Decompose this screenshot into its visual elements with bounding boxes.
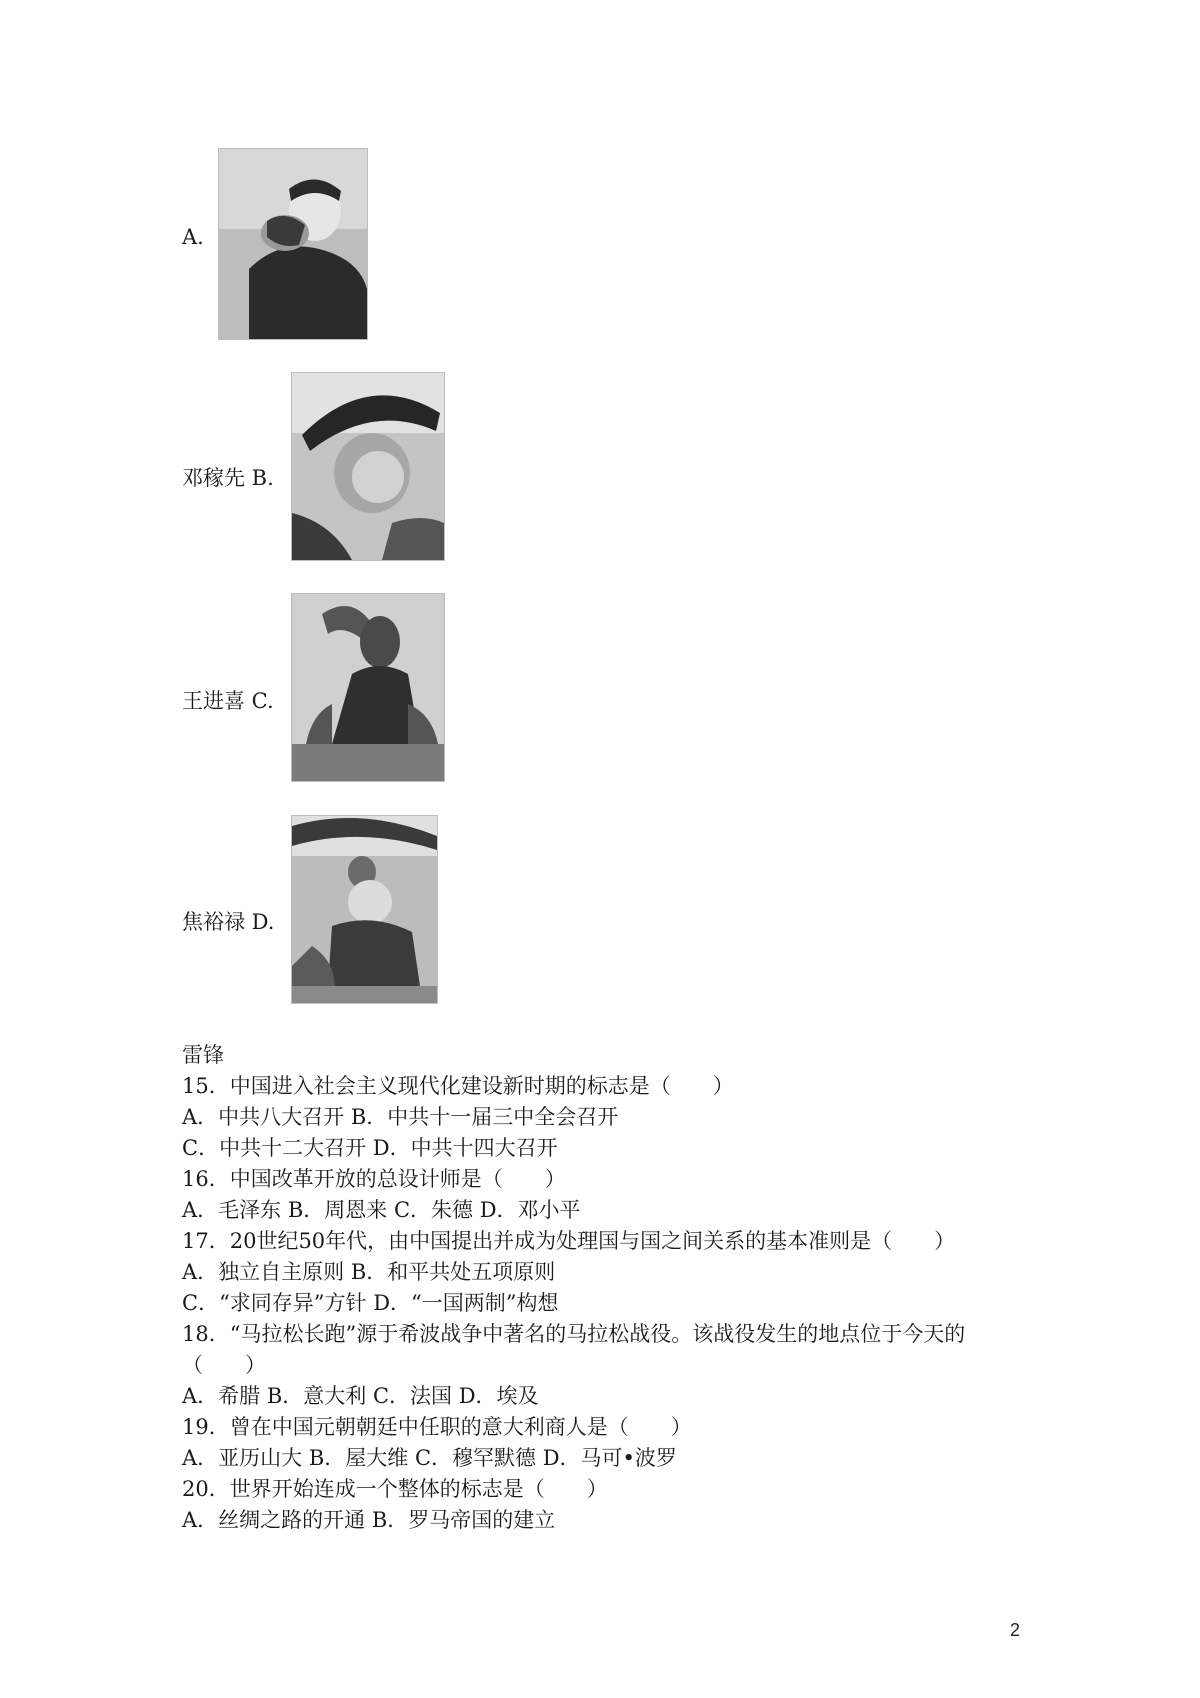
question-20-options: A．丝绸之路的开通 B．罗马帝国的建立	[182, 1508, 556, 1532]
question-17-options-line-2: C．“求同存异”方针 D．“一国两制”构想	[182, 1291, 559, 1315]
question-18-stem: 18．“马拉松长跑”源于希波战争中著名的马拉松战役。该战役发生的地点位于今天的	[182, 1322, 966, 1346]
question-17-stem: 17．20世纪50年代，由中国提出并成为处理国与国之间关系的基本准则是（ ）	[182, 1229, 956, 1253]
question-18-options: A．希腊 B．意大利 C．法国 D．埃及	[182, 1384, 539, 1408]
question-19-options: A．亚历山大 B．屋大维 C．穆罕默德 D．马可•波罗	[182, 1446, 677, 1470]
question-15-options-line-1: A．中共八大召开 B．中共十一届三中全会召开	[182, 1105, 619, 1129]
option-c-label: 王进喜 C.	[182, 689, 274, 713]
question-15-options-line-2: C．中共十二大召开 D．中共十四大召开	[182, 1136, 558, 1160]
option-d-label: 焦裕禄 D.	[182, 910, 275, 934]
question-17-options-line-1: A．独立自主原则 B．和平共处五项原则	[182, 1260, 556, 1284]
portrait-photo-icon	[218, 148, 368, 340]
question-16-options: A．毛泽东 B．周恩来 C．朱德 D．邓小平	[182, 1198, 581, 1222]
portrait-photo-icon	[291, 593, 445, 782]
question-16-stem: 16．中国改革开放的总设计师是（ ）	[182, 1167, 566, 1191]
portrait-photo-icon	[291, 372, 445, 561]
question-18-stem-continuation: （ ）	[182, 1353, 266, 1377]
option-b-label: 邓稼先 B.	[182, 466, 274, 490]
question-20-stem: 20．世界开始连成一个整体的标志是（ ）	[182, 1477, 608, 1501]
question-19-stem: 19．曾在中国元朝朝廷中任职的意大利商人是（ ）	[182, 1415, 692, 1439]
trailing-name: 雷锋	[182, 1043, 224, 1067]
portrait-photo-icon	[291, 815, 438, 1004]
option-a-label: A.	[182, 225, 204, 249]
page-number: 2	[1010, 1620, 1021, 1640]
question-15-stem: 15．中国进入社会主义现代化建设新时期的标志是（ ）	[182, 1074, 734, 1098]
